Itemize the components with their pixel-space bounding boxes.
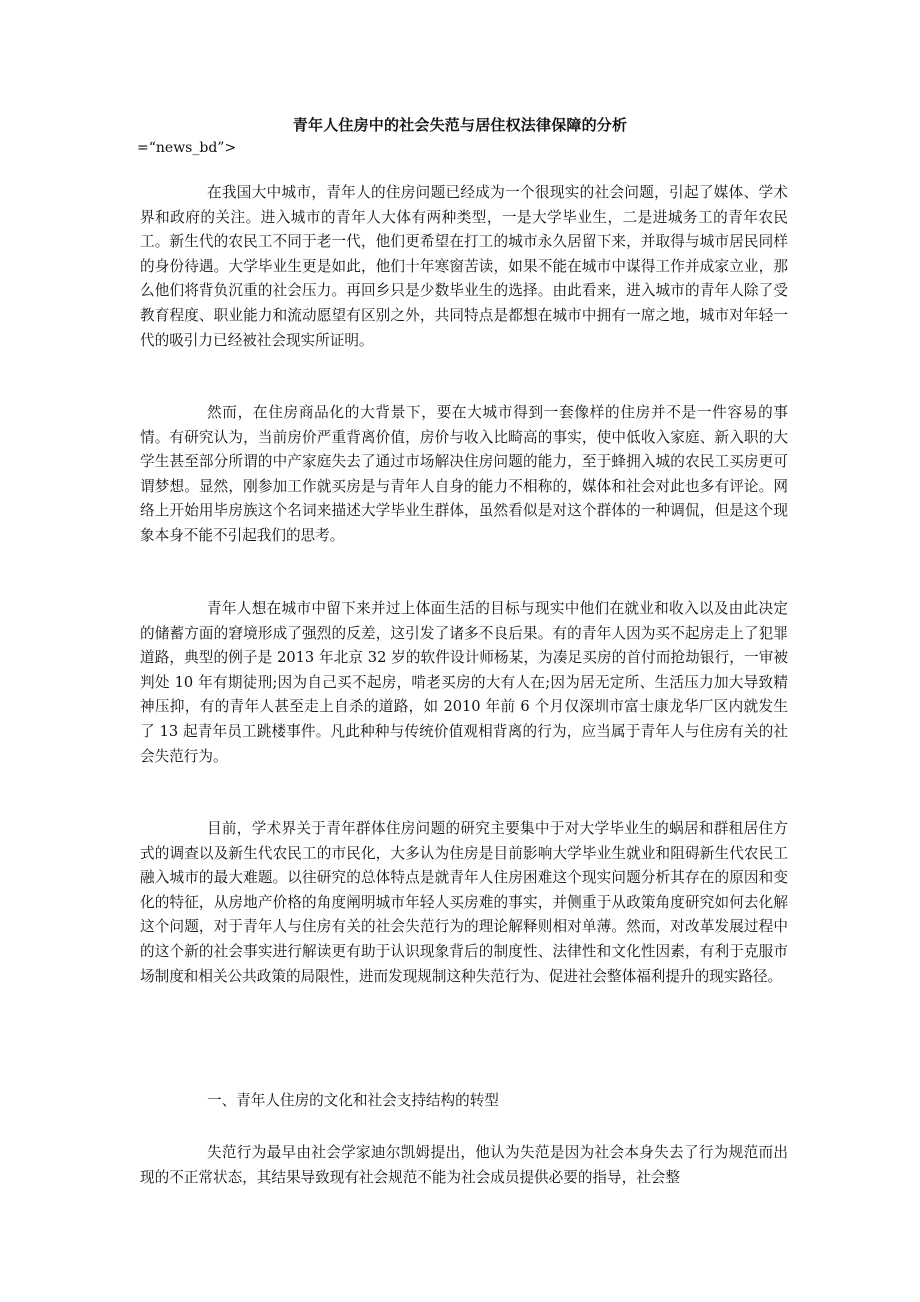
- paragraph-4: 目前，学术界关于青年群体住房问题的研究主要集中于对大学毕业生的蜗居和群租居住方式的调查以及新生代农民工的市民化，大多认为住房是目前影响大学毕业生就业和阻碍新生代农民工融入城市的最大难题。以往研究的总体特点是就青年人住房困难这个现实问题分析其存在的原因和变化的特征，从房地产价格的角度阐明城市年轻人买房难的事实，并侧重于从政策角度研究如何去化解这个问题，对于青年人与住房有关的社会失范行为的理论解释则相对单薄。然而，对改革发展过程中的这个新的社会事实进行解读更有助于认识现象背后的制度性、法律性和文化性因素，有利于克服市场制度和相关公共政策的局限性，进而发现规制这种失范行为、促进社会整体福利提升的现实路径。: [140, 820, 788, 985]
- paragraph-1: 在我国大中城市，青年人的住房问题已经成为一个很现实的社会问题，引起了媒体、学术界和政府的关注。进入城市的青年人大体有两种类型，一是大学毕业生，二是进城务工的青年农民工。新生代的农民工不同于老一代，他们更希望在打工的城市永久居留下来，并取得与城市居民同样的身份待遇。大学毕业生更是如此，他们十年寒窗苦读，如果不能在城市中谋得工作并成家立业，那么他们将背负沉重的社会压力。再回乡只是少数毕业生的选择。由此看来，进入城市的青年人除了受教育程度、职业能力和流动愿望有区别之外，共同特点是都想在城市中拥有一席之地，城市对年轻一代的吸引力已经被社会现实所证明。: [140, 184, 788, 349]
- document-title: 青年人住房中的社会失范与居住权法律保障的分析: [292, 116, 628, 134]
- section-paragraph: 失范行为最早由社会学家迪尔凯姆提出，他认为失范是因为社会本身失去了行为规范而出现的不正常状态，其结果导致现有社会规范不能为社会成员提供必要的指导，社会整: [140, 1144, 788, 1186]
- section-heading: 一、青年人住房的文化和社会支持结构的转型: [207, 1092, 499, 1109]
- stray-markup-text: =“news_bd”>: [137, 140, 237, 156]
- paragraph-3: 青年人想在城市中留下来并过上体面生活的目标与现实中他们在就业和收入以及由此决定的储蓄方面的窘境形成了强烈的反差，这引发了诸多不良后果。有的青年人因为买不起房走上了犯罪道路，典型的例子是 2013 年北京 32 岁的软件设计师杨某，为凑足买房的首付而抢劫银行，一审被判处 10 年有期徒刑;因为自己买不起房，啃老买房的大有人在;因为居无定所、生活压力加大导致精神压抑，有的青年人甚至走上自杀的道路，如 2010 年前 6 个月仅深圳市富士康龙华厂区内就发生了 13 起青年员工跳楼事件。凡此种种与传统价值观相背离的行为，应当属于青年人与住房有关的社会失范行为。: [140, 600, 788, 765]
- paragraph-2: 然而，在住房商品化的大背景下，要在大城市得到一套像样的住房并不是一件容易的事情。有研究认为，当前房价严重背离价值，房价与收入比畸高的事实，使中低收入家庭、新入职的大学生甚至部分所谓的中产家庭失去了通过市场解决住房问题的能力，至于蜂拥入城的农民工买房更可谓梦想。显然，刚参加工作就买房是与青年人自身的能力不相称的，媒体和社会对此也多有评论。网络上开始用毕房族这个名词来描述大学毕业生群体，虽然看似是对这个群体的一种调侃，但是这个现象本身不能不引起我们的思考。: [140, 404, 788, 544]
